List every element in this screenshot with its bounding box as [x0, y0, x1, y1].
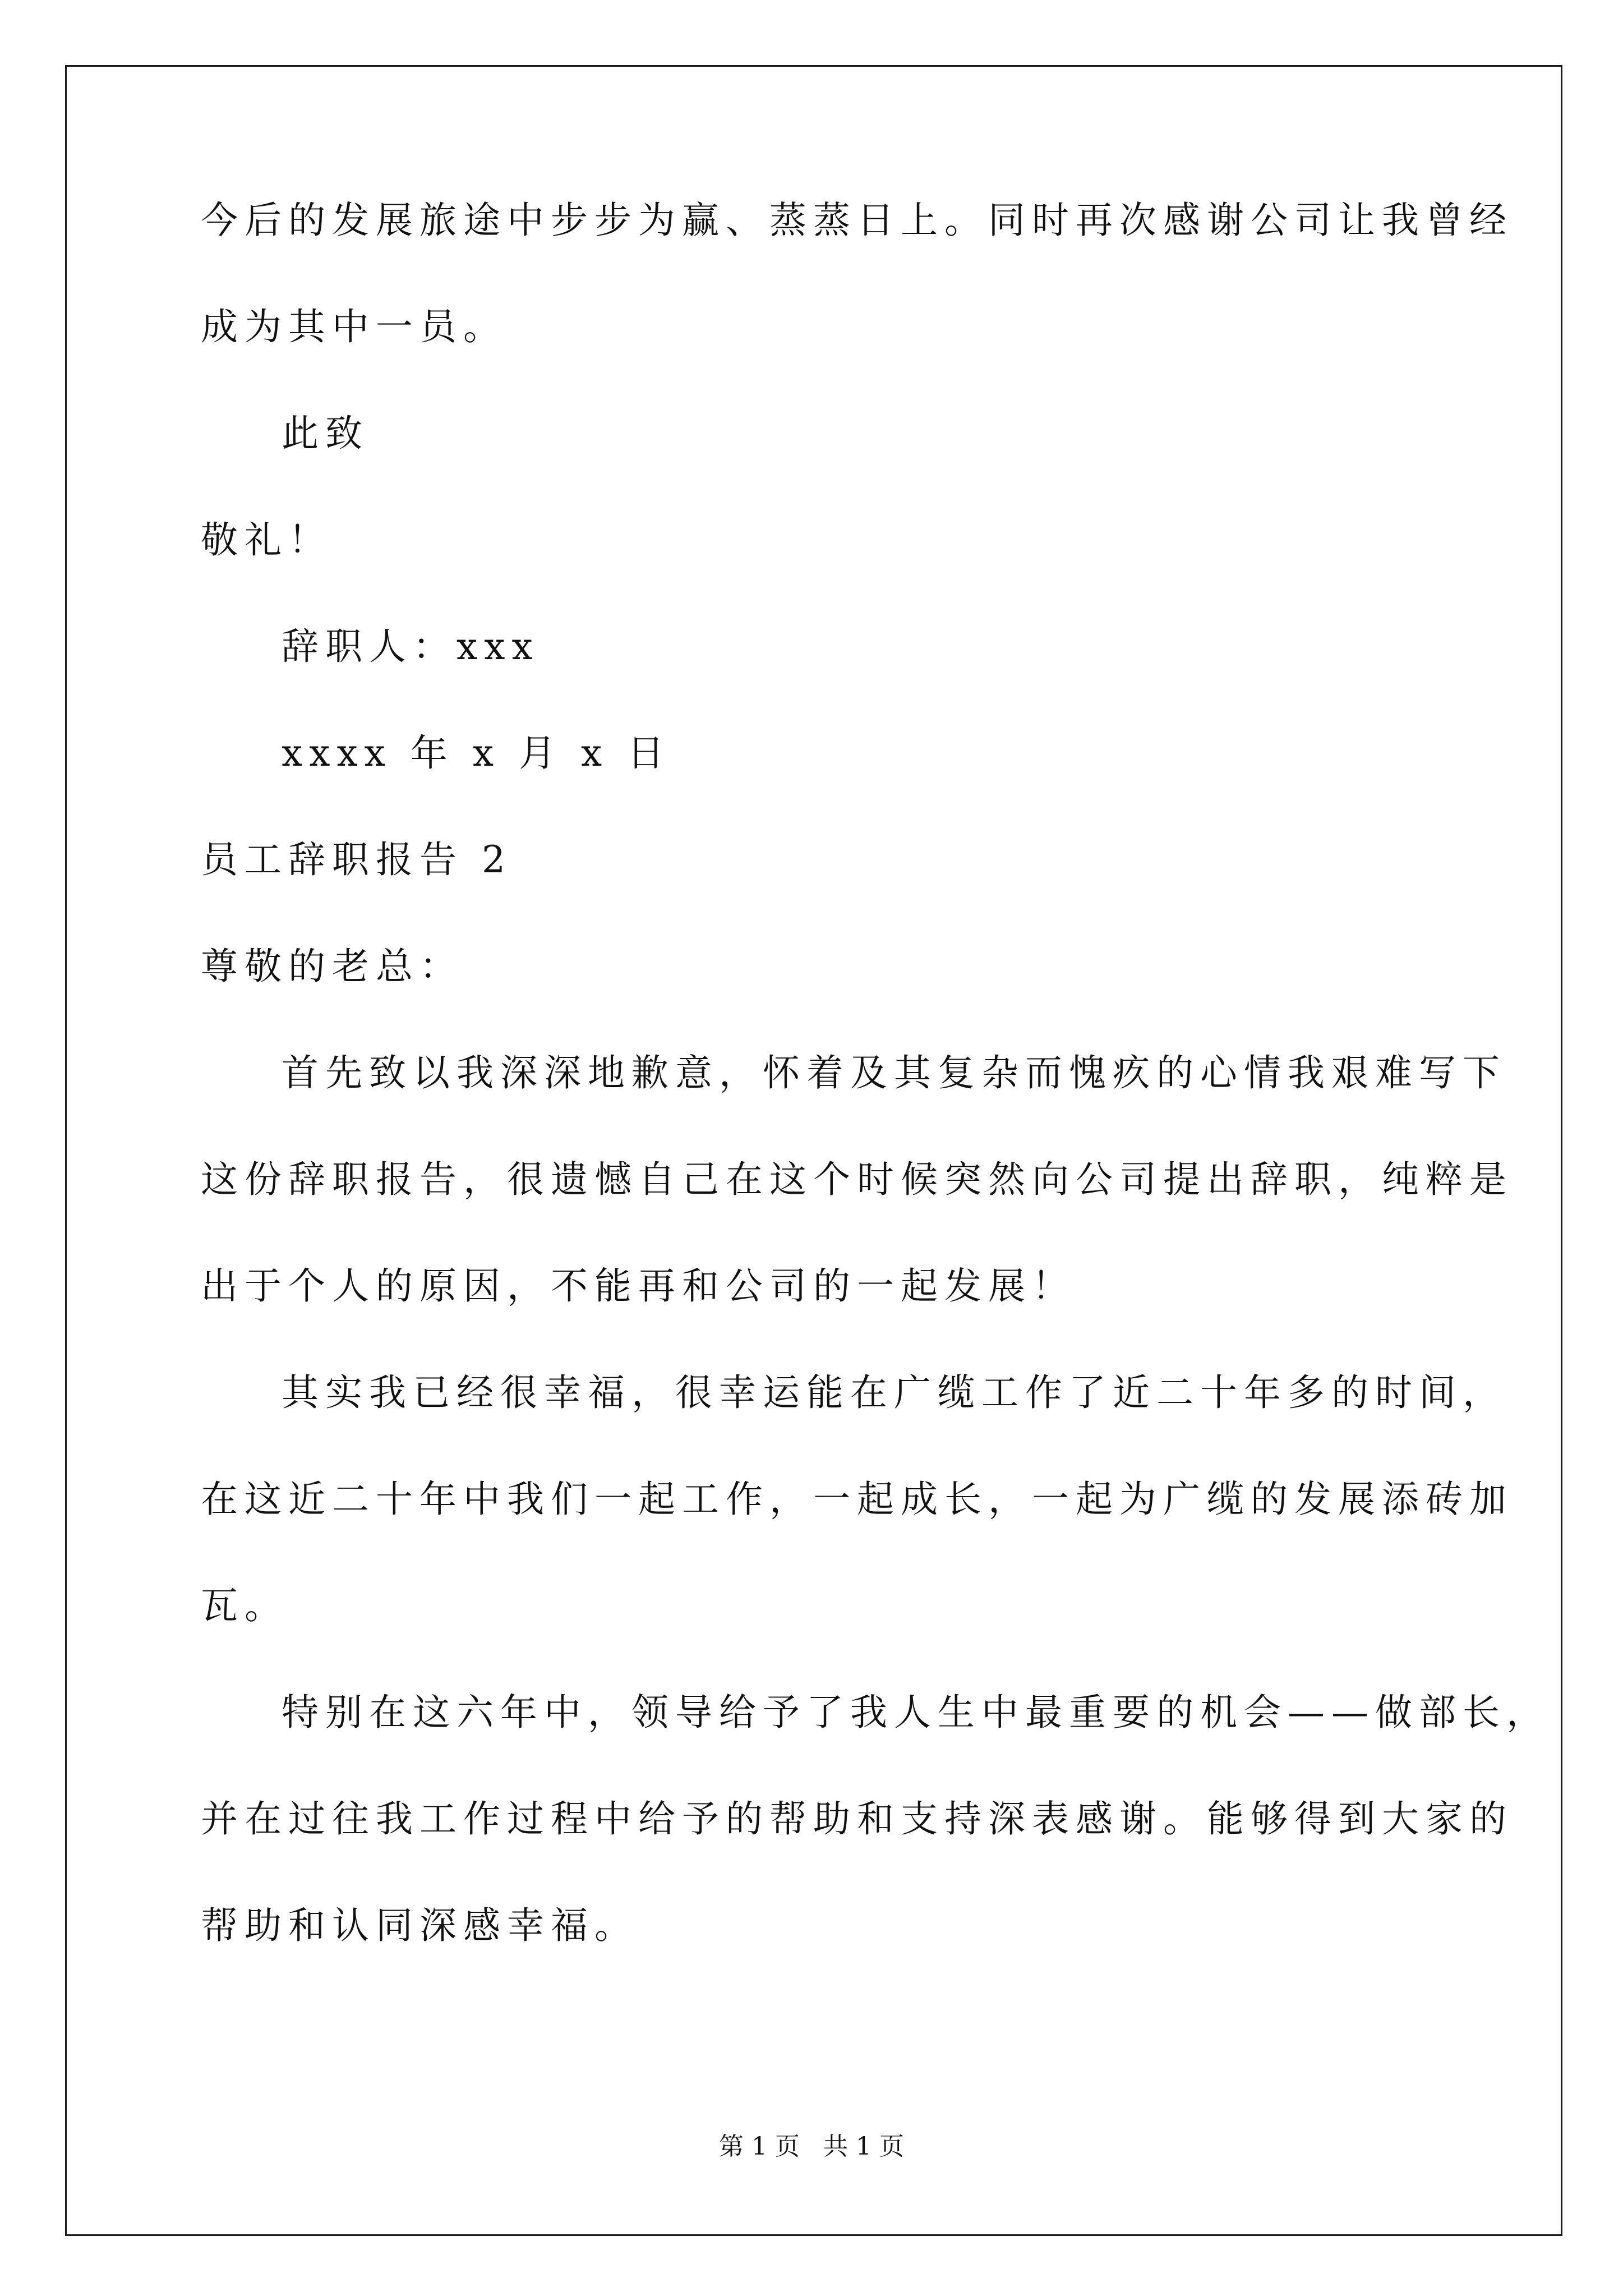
text-line: 今后的发展旅途中步步为赢、蒸蒸日上。同时再次感谢公司让我曾经: [201, 199, 1513, 242]
text-line: 瓦。: [201, 1584, 288, 1627]
text-line: 特别在这六年中，领导给予了我人生中最重要的机会——做部长，: [282, 1691, 1550, 1734]
section-title: 员工辞职报告 2: [201, 838, 512, 881]
closing-salutation: 此致: [282, 412, 369, 455]
text-line: 出于个人的原因，不能再和公司的一起发展！: [201, 1264, 1076, 1308]
closing-respect: 敬礼！: [201, 518, 332, 562]
text-line: 成为其中一员。: [201, 305, 507, 348]
date-line: xxxx 年 x 月 x 日: [282, 731, 671, 775]
text-line: 这份辞职报告，很遗憾自己在这个时候突然向公司提出辞职，纯粹是: [201, 1158, 1513, 1201]
text-line: 首先致以我深深地歉意，怀着及其复杂而愧疚的心情我艰难写下: [282, 1051, 1506, 1094]
page-total: 共 1 页: [823, 2132, 904, 2161]
page-number: 第 1 页: [719, 2132, 800, 2161]
page-footer: [0, 2126, 1623, 2162]
text-line: 其实我已经很幸福，很幸运能在广缆工作了近二十年多的时间，: [282, 1371, 1506, 1414]
text-line: 帮助和认同深感幸福。: [201, 1904, 638, 1947]
text-line: 并在过往我工作过程中给予的帮助和支持深表感谢。能够得到大家的: [201, 1797, 1513, 1841]
text-line: 在这近二十年中我们一起工作，一起成长，一起为广缆的发展添砖加: [201, 1478, 1513, 1521]
signature-line: 辞职人：xxx: [282, 625, 540, 668]
greeting: 尊敬的老总：: [201, 945, 463, 988]
